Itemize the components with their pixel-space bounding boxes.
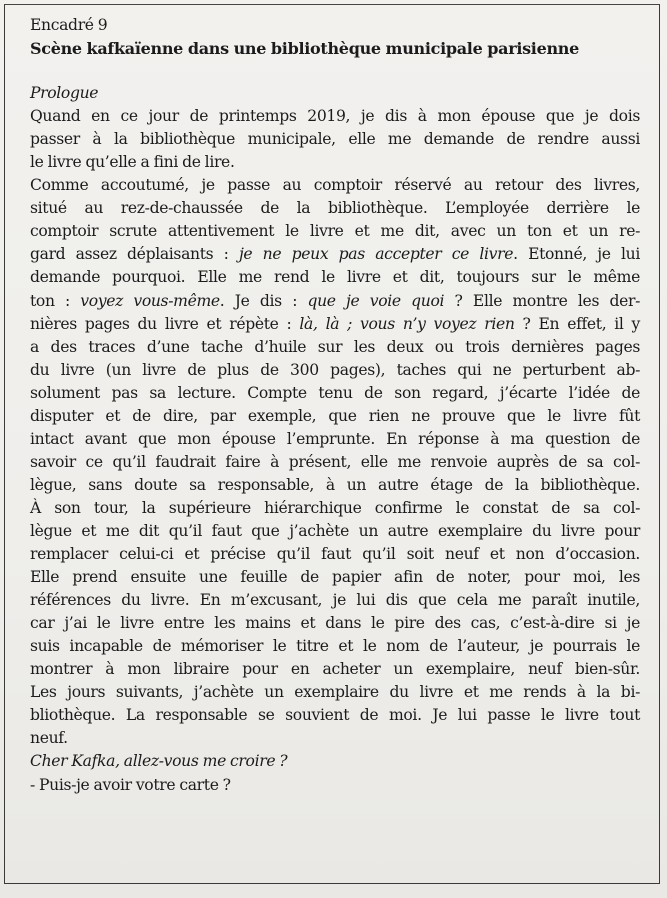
text-run: passer à la bibliothèque municipale, elle me demande de rendre aussi <box>30 130 640 149</box>
text-line <box>30 451 640 474</box>
text-run: Quand en ce jour de printemps 2019, je dis à mon épouse que je dois <box>30 107 640 126</box>
italic-text: voyez vous-même <box>80 291 220 310</box>
text-run: Elle prend ensuite une feuille de papier afin de noter, pour moi, les <box>30 568 640 587</box>
text-line <box>30 151 640 174</box>
text-line <box>30 197 640 220</box>
text-line <box>30 266 640 289</box>
text-line <box>30 520 640 543</box>
text-run: savoir ce qu’il faudrait faire à présent, elle me renvoie auprès de sa col- <box>30 452 640 471</box>
text-run: neuf. <box>30 729 68 748</box>
text-box <box>30 14 640 797</box>
text-line <box>30 681 640 704</box>
text-run: Les jours suivants, j’achète un exemplaire du livre et me rends à la bi- <box>30 683 640 702</box>
text-run: ? Elle montre les der- <box>444 291 640 310</box>
text-run: ton : <box>30 291 81 310</box>
box-title: Scène kafkaïenne dans une bibliothèque municipale parisienne <box>30 39 580 59</box>
text-line <box>30 220 640 243</box>
text-run: solument pas sa lecture. Compte tenu de son regard, j’écarte l’idée de <box>30 383 640 402</box>
text-run: intact avant que mon épouse l’emprunte. En réponse à ma question de <box>30 429 640 448</box>
text-run: remplacer celui-ci et précise qu’il faut qu’il soit neuf et non d’occasion. <box>30 545 640 564</box>
italic-text: je ne peux pas accepter ce livre <box>238 245 514 264</box>
text-run: bliothèque. La responsable se souvient de moi. Je lui passe le livre tout <box>30 706 640 725</box>
text-line <box>30 543 640 566</box>
text-run: du livre (un livre de plus de 300 pages), taches qui ne perturbent ab- <box>30 360 640 379</box>
text-run: demande pourquoi. Elle me rend le livre et dit, toujours sur le même <box>30 268 640 287</box>
text-run: a des traces d’une tache d’huile sur les deux ou trois dernières pages <box>30 337 640 356</box>
text-line <box>30 727 640 750</box>
text-run: gard assez déplaisants : <box>30 245 239 264</box>
text-run: disputer et de dire, par exemple, que rien ne prouve que le livre fût <box>30 406 640 425</box>
text-line <box>30 750 640 773</box>
text-run: lègue, sans doute sa responsable, à un autre étage de la bibliothèque. <box>30 475 640 494</box>
text-line <box>30 589 640 612</box>
text-run: À son tour, la supérieure hiérarchique confirme le constat de sa col- <box>30 498 640 517</box>
text-line <box>30 405 640 428</box>
box-label: Encadré 9 <box>30 16 108 34</box>
italic-text: que je voie quoi <box>307 291 445 310</box>
text-line <box>30 474 640 497</box>
text-line <box>30 704 640 727</box>
body-text <box>30 105 640 796</box>
text-line <box>30 497 640 520</box>
text-run: nières pages du livre et répète : <box>30 314 300 333</box>
italic-text: Cher Kafka, allez-vous me croire ? <box>30 752 288 771</box>
text-line <box>30 290 640 313</box>
text-line <box>30 635 640 658</box>
text-run: montrer à mon libraire pour en acheter un exemplaire, neuf bien-sûr. <box>30 660 640 679</box>
text-run: références du livre. En m’excusant, je lui dis que cela me paraît inutile, <box>30 591 640 610</box>
text-run: Comme accoutumé, je passe au comptoir réservé au retour des livres, <box>30 176 640 195</box>
text-run: ? En effet, il y <box>514 314 640 333</box>
text-run: situé au rez-de-chaussée de la bibliothèque. L’employée derrière le <box>30 199 640 218</box>
text-line <box>30 243 640 266</box>
text-line <box>30 128 640 151</box>
spacer <box>30 60 640 82</box>
text-line <box>30 612 640 635</box>
text-run: - Puis-je avoir votre carte ? <box>30 775 231 794</box>
text-line <box>30 313 640 336</box>
text-line <box>30 336 640 359</box>
text-run: comptoir scrute attentivement le livre et me dit, avec un ton et un re- <box>30 222 640 241</box>
text-run: car j’ai le livre entre les mains et dans le pire des cas, c’est-à-dire si je <box>30 614 640 633</box>
text-run: . Je dis : <box>219 291 308 310</box>
text-run: suis incapable de mémoriser le titre et le nom de l’auteur, je pourrais le <box>30 637 640 656</box>
text-line <box>30 359 640 382</box>
text-line <box>30 428 640 451</box>
text-run: lègue et me dit qu’il faut que j’achète un autre exemplaire du livre pour <box>30 521 640 540</box>
text-line <box>30 566 640 589</box>
italic-text: là, là ; vous n’y voyez rien <box>299 314 515 333</box>
text-line <box>30 174 640 197</box>
text-run: . Etonné, je lui <box>513 245 641 264</box>
text-line <box>30 105 640 128</box>
text-line <box>30 382 640 405</box>
text-line <box>30 774 640 797</box>
text-run: le livre qu’elle a fini de lire. <box>30 153 235 172</box>
section-heading: Prologue <box>30 84 99 103</box>
text-line <box>30 658 640 681</box>
